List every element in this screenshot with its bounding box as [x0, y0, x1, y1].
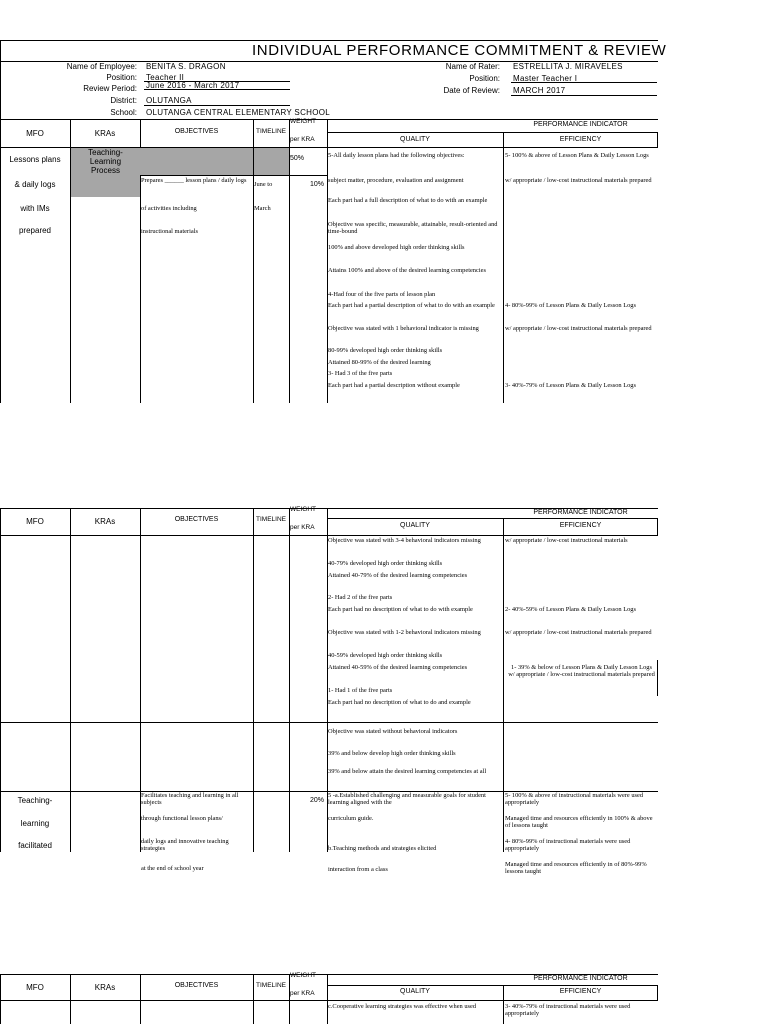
quality-text: 3- Had 3 of the five parts: [328, 370, 393, 377]
header-objectives: OBJECTIVES: [174, 128, 219, 135]
rule: [503, 132, 504, 403]
rule: [0, 722, 658, 723]
rule: [289, 508, 290, 852]
quality-text: Objective was stated with 1 behavioral indicator is missing: [328, 325, 479, 332]
rule: [327, 974, 328, 1024]
efficiency-text: w/ appropriate / low-cost instructional materials prepared: [505, 325, 652, 332]
underline: [144, 89, 290, 90]
review-period-value: June 2016 - March 2017: [146, 81, 240, 90]
efficiency-text: w/ appropriate / low-cost instructional materials: [505, 537, 628, 544]
school-value: OLUTANGA CENTRAL ELEMENTARY SCHOOL: [146, 108, 331, 117]
header-per-kra: per KRA: [290, 136, 315, 143]
quality-text: Each part had no description of what to do and example: [328, 699, 471, 706]
objective-text: of activities including: [141, 205, 197, 212]
review-period-label: Review Period:: [83, 84, 137, 93]
header-quality: QUALITY: [400, 988, 430, 995]
quality-text: Objective was stated without behavioral indicators: [328, 728, 458, 735]
header-kras: KRAs: [94, 983, 116, 992]
rule: [657, 660, 658, 696]
efficiency-text: 4- 80%-99% of instructional materials were used appropriately: [505, 838, 631, 852]
header-timeline: TIMELINE: [256, 982, 286, 989]
rule: [503, 518, 504, 852]
rule: [289, 974, 290, 1024]
header-timeline: TIMELINE: [256, 128, 286, 135]
underline: [511, 82, 657, 83]
kra-line: Process: [91, 166, 120, 175]
kra-line: Teaching-: [88, 148, 123, 157]
rater-position-value: Master Teacher I: [513, 74, 578, 83]
header-mfo: MFO: [26, 983, 44, 992]
rule: [0, 40, 658, 41]
header-mfo: MFO: [26, 517, 44, 526]
quality-text: Each part had a full description of what to do with an example: [328, 197, 488, 204]
mfo-text: with IMs: [20, 204, 50, 213]
rule: [0, 119, 658, 120]
efficiency-text: Managed time and resources efficiently in 100% & above of lessons taught: [505, 815, 653, 829]
quality-text: b.Teaching methods and strategies elicited: [328, 845, 437, 852]
quality-text: Attained 40-79% of the desired learning competencies: [328, 572, 468, 579]
position-value: Teacher II: [146, 73, 185, 82]
header-efficiency: EFFICIENCY: [559, 522, 602, 529]
rule: [327, 985, 658, 986]
quality-text: curriculum guide.: [328, 815, 374, 822]
header-per-kra: per KRA: [290, 524, 315, 531]
rule: [327, 132, 658, 133]
mfo-text: Teaching-: [17, 796, 53, 805]
rule: [0, 1000, 658, 1001]
header-efficiency: EFFICIENCY: [559, 136, 602, 143]
objective-weight: 10%: [310, 181, 325, 188]
header-quality: QUALITY: [400, 522, 430, 529]
efficiency-text: 1- 39% & below of Lesson Plans & Daily Lesson Logs w/ appropriate / low-cost instructional materials prepared: [508, 664, 655, 678]
mfo-text: learning: [20, 819, 50, 828]
kra-highlight: [71, 175, 140, 197]
header-performance-indicator: PERFORMANCE INDICATOR: [533, 975, 628, 982]
rule: [140, 175, 327, 176]
header-performance-indicator: PERFORMANCE INDICATOR: [533, 509, 628, 516]
mfo-text: & daily logs: [14, 180, 56, 189]
quality-text: c.Cooperative learning strategies was effective when used: [328, 1003, 477, 1010]
quality-text: Objective was specific, measurable, attainable, result-oriented and time-bound: [328, 221, 498, 235]
district-value: OLUTANGA: [146, 96, 192, 105]
quality-text: 39% and below develop high order thinking skills: [328, 750, 456, 757]
header-per-kra: per KRA: [290, 990, 315, 997]
header-mfo: MFO: [26, 129, 44, 138]
objective-text: Facilitates teaching and learning in all subjects: [141, 792, 239, 806]
underline: [511, 95, 657, 96]
quality-text: Each part had a partial description of what to do with an example: [328, 302, 495, 309]
efficiency-text: 5- 100% & above of Lesson Plans & Daily Lesson Logs: [505, 152, 649, 159]
rater-position-label: Position:: [469, 74, 500, 83]
mfo-text: facilitated: [18, 841, 52, 850]
header-weight: WEIGHT: [290, 506, 316, 513]
header-timeline: TIMELINE: [256, 516, 286, 523]
timeline-highlight: [254, 148, 289, 175]
efficiency-text: 5- 100% & above of instructional materials were used appropriately: [505, 792, 644, 806]
quality-text: 5-All daily lesson plans had the following objectives:: [328, 152, 465, 159]
objective-text: at the end of school year: [141, 865, 204, 872]
header-objectives: OBJECTIVES: [174, 516, 219, 523]
quality-text: Objective was stated with 3-4 behavioral indicators missing: [328, 537, 481, 544]
quality-text: Attained 40-59% of the desired learning competencies: [328, 664, 468, 671]
quality-text: subject matter, procedure, evaluation and assignment: [328, 177, 464, 184]
rater-value: ESTRELLITA J. MIRAVELES: [513, 62, 623, 71]
rater-label: Name of Rater:: [445, 62, 500, 71]
kra-text: [71, 148, 140, 175]
objective-weight: 20%: [310, 797, 325, 804]
form-title: INDIVIDUAL PERFORMANCE COMMITMENT & REVIEW: [252, 42, 667, 59]
header-quality: QUALITY: [400, 136, 430, 143]
employee-label: Name of Employee:: [66, 62, 137, 71]
objective-text: instructional materials: [141, 228, 198, 235]
quality-text: 80-99% developed high order thinking skills: [328, 347, 443, 354]
position-label: Position:: [106, 73, 137, 82]
efficiency-text: 3- 40%-79% of instructional materials were used appropriately: [505, 1003, 631, 1017]
objective-text: Prepares ______ lesson plans / daily logs: [141, 177, 247, 184]
rule: [0, 535, 658, 536]
quality-text: 100% and above developed high order thinking skills: [328, 244, 465, 251]
header-weight: WEIGHT: [290, 118, 316, 125]
quality-text: 1- Had 1 of the five parts: [328, 687, 393, 694]
rule: [0, 974, 1, 1024]
rule: [0, 40, 1, 403]
rule: [327, 518, 658, 519]
rule: [70, 508, 71, 852]
rule: [253, 508, 254, 852]
header-objectives: OBJECTIVES: [174, 982, 219, 989]
efficiency-text: 4- 80%-99% of Lesson Plans & Daily Lesson Logs: [505, 302, 636, 309]
rule: [70, 974, 71, 1024]
quality-text: Objective was stated with 1-2 behavioral indicators missing: [328, 629, 481, 636]
quality-text: Each part had a partial description without example: [328, 382, 460, 389]
efficiency-text: w/ appropriate / low-cost instructional materials prepared: [505, 177, 652, 184]
quality-text: Each part had no description of what to do with example: [328, 606, 473, 613]
quality-text: 40-79% developed high order thinking skills: [328, 560, 443, 567]
quality-text: 2- Had 2 of the five parts: [328, 594, 393, 601]
district-label: District:: [110, 96, 137, 105]
header-efficiency: EFFICIENCY: [559, 988, 602, 995]
header-weight: WEIGHT: [290, 972, 316, 979]
date-label: Date of Review:: [443, 86, 500, 95]
mfo-text: prepared: [18, 226, 52, 235]
quality-text: Attained 80-99% of the desired learning: [328, 359, 431, 366]
school-label: School:: [110, 108, 137, 117]
quality-text: Attains 100% and above of the desired learning competencies: [328, 267, 486, 274]
timeline-text: June to: [254, 181, 273, 188]
date-value: MARCH 2017: [513, 86, 566, 95]
header-kras: KRAs: [94, 517, 116, 526]
mfo-text: Lessons plans: [9, 155, 61, 164]
quality-text: 40-59% developed high order thinking skills: [328, 652, 443, 659]
efficiency-text: 2- 40%-59% of Lesson Plans & Daily Lesson Logs: [505, 606, 636, 613]
quality-text: interaction from a class: [328, 866, 388, 873]
objective-text: through functional lesson plans/: [141, 815, 223, 822]
efficiency-text: w/ appropriate / low-cost instructional materials prepared: [505, 629, 652, 636]
weight-value: 50%: [290, 155, 305, 162]
quality-text: 4-Had four of the five parts of lesson plan: [328, 291, 436, 298]
timeline-text: March: [254, 205, 271, 212]
header-performance-indicator: PERFORMANCE INDICATOR: [533, 121, 628, 128]
employee-value: BENITA S. DRAGON: [146, 62, 226, 71]
quality-text: 5 -a.Established challenging and measurable goals for student learning aligned with the: [328, 792, 486, 806]
quality-text: 39% and below attain the desired learning competencies at all: [328, 768, 487, 775]
header-kras: KRAs: [94, 129, 116, 138]
objective-text: daily logs and innovative teaching strategies: [141, 838, 229, 852]
underline: [144, 105, 290, 106]
efficiency-text: 3- 40%-79% of Lesson Plans & Daily Lesson Logs: [505, 382, 636, 389]
efficiency-text: Managed time and resources efficiently in of 80%-99% lessons taught: [505, 861, 647, 875]
kra-line: Learning: [89, 157, 122, 166]
